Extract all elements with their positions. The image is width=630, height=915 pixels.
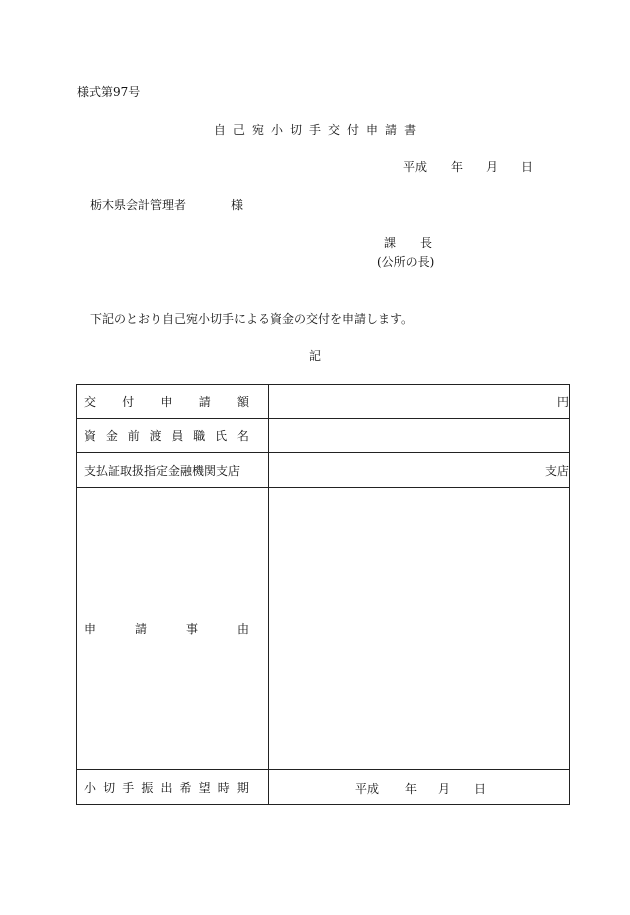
table-row <box>77 453 570 488</box>
label-char: 時 <box>217 780 230 795</box>
row-label-advance-officer <box>77 419 269 453</box>
label-char: 手 <box>122 780 135 795</box>
title-char: 交 <box>328 123 341 137</box>
label-char: 出 <box>160 780 173 795</box>
amount-value-cell[interactable] <box>269 385 570 419</box>
date-day-label: 日 <box>521 160 534 174</box>
date-year-label: 年 <box>451 160 464 174</box>
label-char: 名 <box>236 429 249 443</box>
body-text: 下記のとおり自己宛小切手による資金の交付を申請します。 <box>90 312 414 326</box>
desired-date-month: 月 <box>438 782 451 796</box>
yen-unit: 円 <box>556 395 569 409</box>
table-row <box>77 385 570 419</box>
advance-officer-value-cell[interactable] <box>269 419 570 453</box>
addressee-name: 栃木県会計管理者 <box>90 198 187 212</box>
label-char: 振 <box>141 780 154 795</box>
addressee-honorific: 様 <box>231 198 244 212</box>
spread-label <box>84 620 249 637</box>
label-char: 望 <box>198 780 211 795</box>
title-char: 請 <box>385 123 398 137</box>
label-char: 前 <box>127 429 140 443</box>
table-row <box>77 488 570 770</box>
spread-label <box>84 393 249 410</box>
row-label-reason <box>77 488 269 770</box>
form-number: 様式第97号 <box>77 85 141 99</box>
label-char: 申 <box>84 622 97 636</box>
title-char: 手 <box>308 123 321 137</box>
desired-date-era: 平成 <box>355 782 380 796</box>
application-table <box>76 384 570 805</box>
label-char: 付 <box>122 395 135 409</box>
label-char: 氏 <box>215 429 228 443</box>
desired-date-day: 日 <box>474 782 487 796</box>
spread-label <box>84 779 249 796</box>
label-char: 請 <box>198 395 211 409</box>
desired-date-value-cell[interactable] <box>269 770 570 805</box>
label-char: 職 <box>193 429 206 443</box>
label-char: 請 <box>134 622 147 636</box>
label-char: 事 <box>185 622 198 636</box>
applicant-title <box>384 236 432 250</box>
title-char: 己 <box>232 123 245 137</box>
label-char: 小 <box>84 780 97 795</box>
label-char: 交 <box>84 395 97 409</box>
label-char: 申 <box>160 395 173 409</box>
desired-date-year: 年 <box>405 782 418 796</box>
branch-unit: 支店 <box>544 463 569 478</box>
title-char: 自 <box>213 123 226 137</box>
applicant-title-char: 課 <box>384 236 397 250</box>
row-label-amount <box>77 385 269 419</box>
label-char: 由 <box>236 622 249 636</box>
title-char: 宛 <box>251 123 264 137</box>
date-era: 平成 <box>403 160 428 174</box>
table-row <box>77 419 570 453</box>
label-char: 渡 <box>149 429 162 443</box>
spread-label <box>84 427 249 444</box>
applicant-title-char: 長 <box>420 236 433 250</box>
label-char: 金 <box>105 429 118 443</box>
reason-value-cell[interactable] <box>269 488 570 770</box>
label-char: 切 <box>103 780 116 795</box>
label-char: 希 <box>179 780 192 795</box>
date-month-label: 月 <box>486 160 499 174</box>
title-char: 申 <box>366 123 379 137</box>
title-char: 切 <box>289 123 302 137</box>
bank-branch-label: 支払証取扱指定金融機関支店 <box>84 463 241 478</box>
label-char: 資 <box>84 429 97 443</box>
label-char: 期 <box>236 780 249 795</box>
row-label-desired-date <box>77 770 269 805</box>
row-label-bank-branch <box>77 453 269 488</box>
title-char: 小 <box>270 123 283 137</box>
table-row <box>77 770 570 805</box>
ki-heading: 記 <box>308 349 321 363</box>
label-char: 員 <box>171 429 184 443</box>
desired-date-container <box>269 770 569 804</box>
applicant-subtitle: (公所の長) <box>377 255 435 269</box>
bank-branch-value-cell[interactable] <box>269 453 570 488</box>
document-title <box>0 123 630 137</box>
label-char: 額 <box>236 395 249 409</box>
title-char: 付 <box>347 123 360 137</box>
title-char: 書 <box>404 123 417 137</box>
